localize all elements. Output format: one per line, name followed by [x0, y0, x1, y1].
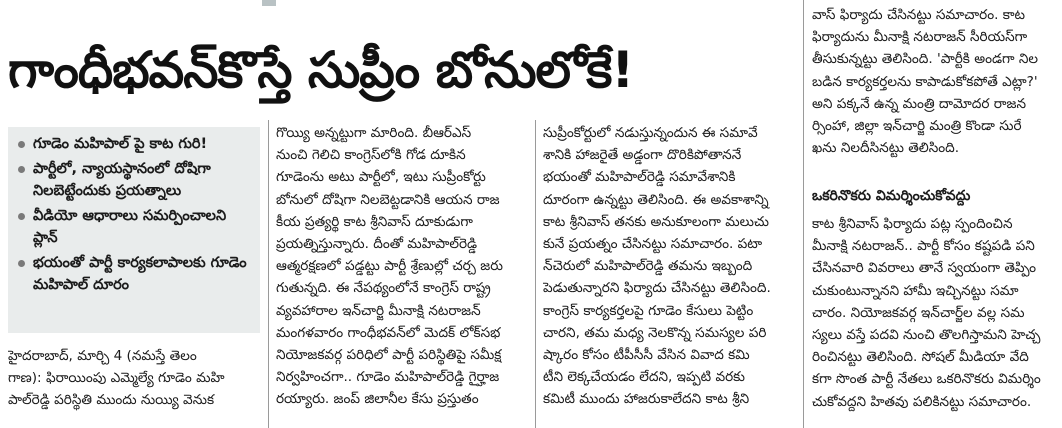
- text-line: నుంచి గెలిచి కాంగ్రెస్‌లోకి గోడ దూకిన: [276, 147, 466, 164]
- text-line: ష్కారం కోసం టీపీసీసీ వేసిన వివాద కమి: [543, 347, 750, 364]
- text-line: చుకుంటున్నానని హామీ ఇచ్చినట్టు సమా: [812, 282, 1019, 299]
- article-column-1: [8, 345, 260, 425]
- highlight-text: వీడియో ఆధారాలు సమర్పించాలని ప్లాన్: [33, 208, 227, 246]
- highlight-item: [16, 133, 254, 155]
- headline: గాంధీభవన్‌కొస్తే సుప్రీం బోనులోకే!: [8, 41, 634, 99]
- text-line: వ్యవహారాల ఇన్‌చార్జి మీనాక్షి నటరాజన్: [276, 302, 481, 319]
- text-line: చారం. నియోజకవర్గ ఇన్‌చార్జ్‌ల వల్ల సమ: [812, 304, 1025, 321]
- bullet-icon: [18, 260, 25, 267]
- highlights-box: [8, 127, 260, 333]
- text-line: ఖను నిలదీసినట్టు తెలిసింది.: [812, 140, 960, 157]
- text-line: ప్రయత్నిస్తున్నారు. దీంతో మహిపాల్‌రెడ్డి: [276, 236, 478, 253]
- text-line: శానికి హాజరైతే అడ్డంగా దొరికిపోతాననే: [543, 147, 742, 164]
- text-line: తీసుకున్నట్టు తెలిసింది. 'పార్టీకి అండగా నిల: [812, 51, 1039, 68]
- text-line: భయంతో మహిపాల్‌రెడ్డి సమావేశానికి: [543, 169, 736, 186]
- text-line: కమిటీ ముందు హాజరుకాలేదని కాట శ్రీని: [543, 391, 750, 408]
- text-line: అని పక్కనే ఉన్న మంత్రి దామోదర రాజన: [812, 95, 1026, 112]
- text-line: కాట శ్రీనివాస్ ఫిర్యాదు పట్ల స్పందించిన: [812, 216, 1013, 232]
- top-edge-mark: [262, 0, 276, 6]
- text-line: గూడెంను అటు పార్టీలో, ఇటు సుప్రీంకోర్టు: [276, 169, 486, 186]
- text-line: రించినట్టు తెలిసింది. సోషల్ మీడియా వేది: [812, 349, 1029, 366]
- column-divider: [803, 0, 804, 428]
- text-line: దూరంగా ఉన్నట్టు తెలిసింది. ఈ అవకాశాన్ని: [543, 191, 769, 208]
- bullet-icon: [18, 141, 25, 148]
- text-line: గాణ): ఫిరాయింపు ఎమ్మెల్యే గూడెం మహి: [8, 370, 225, 387]
- text-line: కీయ ప్రత్యర్థి కాట శ్రీనివాస్ దూకుడుగా: [276, 213, 473, 230]
- article-column-4-bottom: [812, 213, 1056, 423]
- text-line: నియోజకవర్గ పరిధిలో పార్టీ పరిస్థితిపై సమీక్ష: [276, 347, 502, 364]
- highlight-text: భయంతో పార్టీ కార్యకలాపాలకు గూడెం మహిపాల్ దూరం: [33, 255, 247, 293]
- text-line: ఆత్మరక్షణలో పడ్డట్టు పార్టీ శ్రేణుల్లో చర్చ జరు: [276, 258, 503, 275]
- text-line: బోనులో దోషిగా నిలబెట్టడానికి ఆయన రాజ: [276, 191, 500, 208]
- article-column-4-top: [812, 4, 1056, 164]
- text-line: స్యలు వస్తే పదవి నుంచి తొలగిస్తామని హెచ్చ: [812, 327, 1041, 344]
- article-column-3: [543, 122, 796, 422]
- text-line: నిర్వహించగా.. గూడెం మహిపాల్‌రెడ్డి గైర్హాజ: [276, 369, 500, 386]
- text-line: చారని, తమ మధ్య నెలకొన్న సమస్యల పరి: [543, 324, 767, 341]
- highlight-text: పార్టీలో, న్యాయస్థానంలో దోషిగా నిలబెట్టేందుకు ప్రయత్నాలు: [33, 161, 211, 199]
- highlight-item: [16, 158, 254, 202]
- text-line: కాంగ్రెస్ కార్యకర్తలపై గూడెం కేసులు పెట్టిం: [543, 302, 754, 319]
- text-line: పాల్‌రెడ్డి పరిస్థితి ముందు నుయ్యి వెనుక: [8, 392, 215, 409]
- text-line: వాస్ ఫిర్యాదు చేసినట్టు సమాచారం. కాట: [812, 7, 1026, 23]
- highlight-item: [16, 205, 254, 249]
- text-line: రయ్యారు. జంప్ జిలానీల కేసు ప్రస్తుతం: [276, 391, 479, 408]
- text-line: గుతున్నది. ఈ నేపథ్యంలోనే కాంగ్రెస్ రాష్ట్ర: [276, 280, 491, 297]
- article-column-2: [276, 122, 528, 422]
- text-line: మీనాక్షి నటరాజన్.. పార్టీ కోసం కష్టపడి పని: [812, 238, 1035, 255]
- text-line: చుకోవద్దని హితవు పలికినట్టు సమాచారం.: [812, 393, 1032, 410]
- text-line: సుప్రీంకోర్టులో నడుస్తున్నందున ఈ సమావే: [543, 125, 758, 141]
- text-line: కాట శ్రీనివాస్ తనకు అనుకూలంగా మలుచు: [543, 213, 769, 230]
- text-line: ఫిర్యాదును మీనాక్షి నటరాజన్ సీరియస్‌గా: [812, 29, 1028, 46]
- text-line: హైదరాబాద్, మార్చి 4 (నమస్తే తెలం: [8, 348, 197, 364]
- text-line: కగా సొంత పార్టీ నేతలు ఒకరినొకరు విమర్శిం: [812, 371, 1041, 388]
- text-line: చేసినవారి వివరాలు తానే స్వయంగా తెప్పిం: [812, 260, 1037, 277]
- highlight-item: [16, 252, 254, 296]
- highlight-text: గూడెం మహిపాల్ పై కాట గురి!: [33, 136, 208, 152]
- text-line: గొయ్యి అన్నట్టుగా మారింది. బీఆర్ఎస్: [276, 125, 472, 141]
- text-line: మంగళవారం గాంధీభవన్‌లో మెదక్ లోక్‌సభ: [276, 324, 501, 341]
- text-line: పెడుతున్నారని ఫిర్యాదు చేసినట్టు తెలిసింది.: [543, 280, 771, 297]
- text-line: కునే ప్రయత్నం చేసినట్టు సమాచారం. పటా: [543, 236, 763, 253]
- bullet-icon: [18, 166, 25, 173]
- column-divider: [268, 120, 269, 428]
- text-line: న్‌చెరులో మహిపాల్‌రెడ్డి తమను ఇబ్బంది: [543, 258, 753, 275]
- bullet-icon: [18, 213, 25, 220]
- text-line: ర్సింహా, జిల్లా ఇన్‌చార్జి మంత్రి కొండా సురే: [812, 118, 1022, 135]
- text-line: బడిన కార్యకర్తలను కాపాడుకోకపోతే ఎట్లా?': [812, 73, 1038, 90]
- column-divider: [535, 120, 536, 428]
- text-line: టీని లెక్కచేయడం లేదని, ఇప్పటి వరకు: [543, 369, 745, 386]
- section-subheading: ఒకరినొకరు విమర్శించుకోవద్దు: [812, 188, 971, 204]
